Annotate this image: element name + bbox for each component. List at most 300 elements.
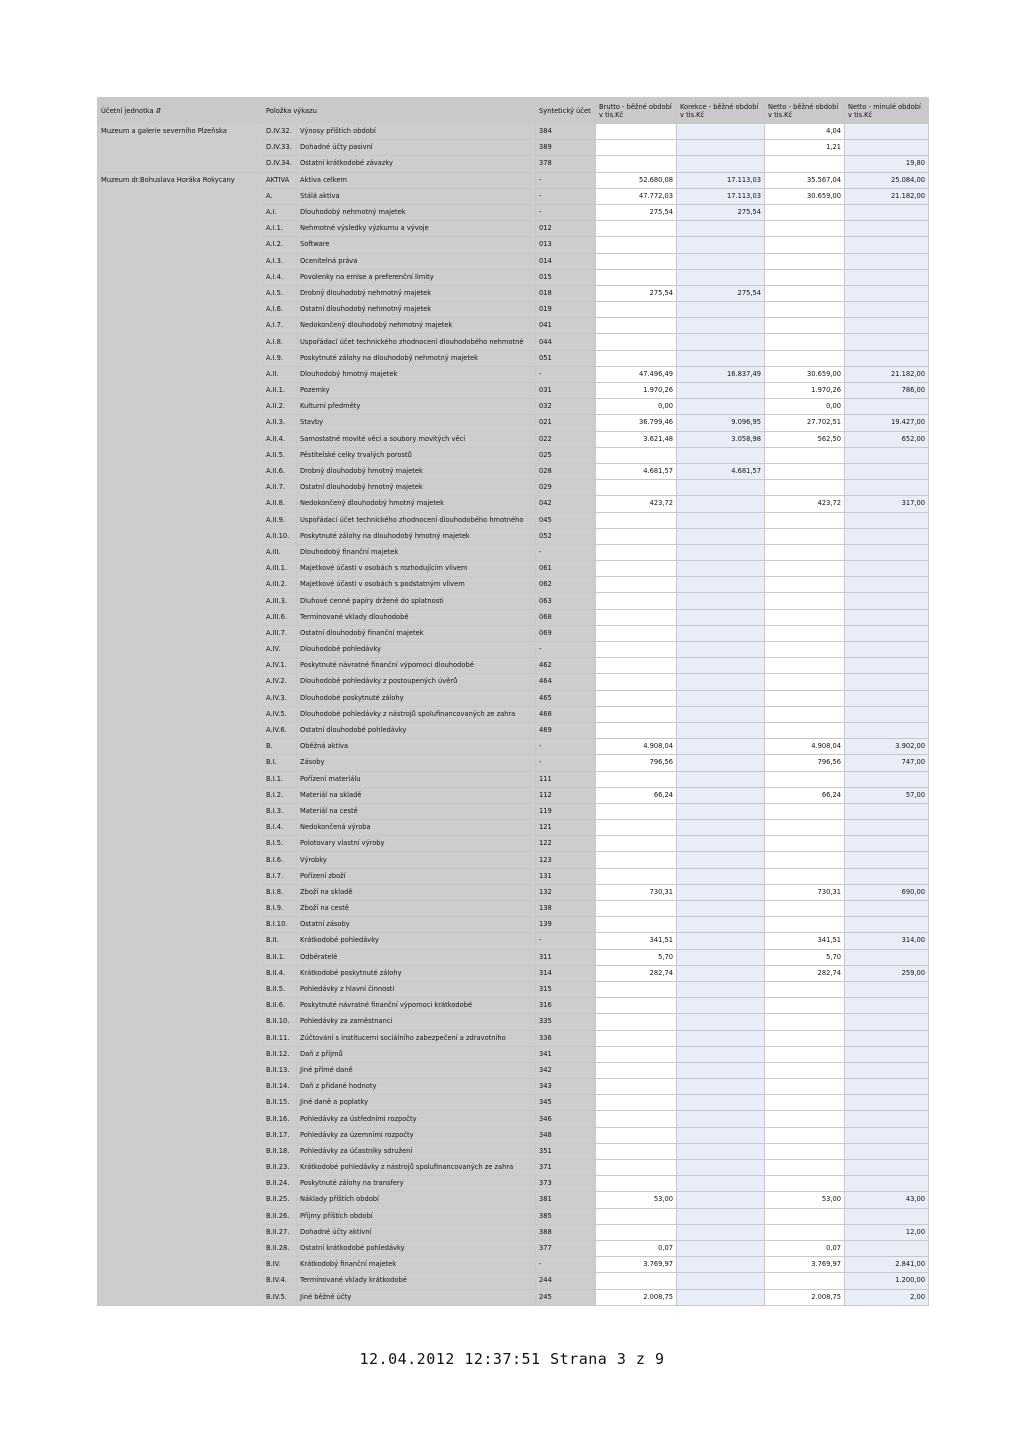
korekce-cell (677, 237, 765, 253)
brutto-cell (596, 318, 677, 334)
item-code-cell: B.II.17. (263, 1127, 297, 1143)
netto-prev-cell (845, 1176, 929, 1192)
netto-prev-cell (845, 1095, 929, 1111)
brutto-cell (596, 674, 677, 690)
item-name-cell: Majetkové účasti v osobách s podstatným vlivem (297, 577, 536, 593)
netto-cell (765, 625, 845, 641)
netto-cell (765, 981, 845, 997)
item-code-cell: A.III.2. (263, 577, 297, 593)
item-name-cell: Oběžná aktiva (297, 739, 536, 755)
item-name-cell: Pěstitelské celky trvalých porostů (297, 447, 536, 463)
item-code-cell: B.II.6. (263, 998, 297, 1014)
balance-sheet-table (97, 97, 929, 1306)
item-code-cell: A.II.7. (263, 480, 297, 496)
netto-prev-cell (845, 269, 929, 285)
item-code-cell: B.II. (263, 933, 297, 949)
netto-cell: 53,00 (765, 1192, 845, 1208)
netto-prev-cell (845, 253, 929, 269)
netto-cell (765, 1160, 845, 1176)
item-name-cell: Ostatní dlouhodobý finanční majetek (297, 625, 536, 641)
item-code-cell: B.II.18. (263, 1143, 297, 1159)
korekce-cell (677, 1240, 765, 1256)
netto-cell: 2.008,75 (765, 1289, 845, 1305)
netto-prev-cell (845, 1046, 929, 1062)
account-cell: 373 (536, 1176, 596, 1192)
brutto-cell: 0,07 (596, 1240, 677, 1256)
account-cell: 063 (536, 593, 596, 609)
netto-prev-cell: 21.182,00 (845, 188, 929, 204)
netto-cell (765, 706, 845, 722)
item-name-cell: Jiné přímé daně (297, 1062, 536, 1078)
account-cell: 121 (536, 820, 596, 836)
netto-cell: 796,56 (765, 755, 845, 771)
item-name-cell: Nedokončená výroba (297, 820, 536, 836)
brutto-cell (596, 803, 677, 819)
korekce-cell (677, 917, 765, 933)
account-cell: 345 (536, 1095, 596, 1111)
column-header-korekce: Korekce - běžné období v tis.Kč (677, 98, 765, 124)
netto-cell: 282,74 (765, 965, 845, 981)
sort-icon[interactable]: ⇵ (155, 106, 162, 115)
brutto-cell (596, 658, 677, 674)
item-code-cell: B.IV.4. (263, 1273, 297, 1289)
item-name-cell: Nedokončený dlouhodobý hmotný majetek (297, 496, 536, 512)
item-code-cell: B.II.5. (263, 981, 297, 997)
account-cell: 342 (536, 1062, 596, 1078)
item-code-cell: A.I.6. (263, 302, 297, 318)
brutto-cell (596, 1127, 677, 1143)
netto-prev-cell: 21.182,00 (845, 366, 929, 382)
korekce-cell (677, 221, 765, 237)
korekce-cell (677, 528, 765, 544)
netto-prev-cell (845, 221, 929, 237)
netto-cell (765, 998, 845, 1014)
item-code-cell: A.III.6. (263, 609, 297, 625)
netto-cell (765, 609, 845, 625)
account-cell: 138 (536, 901, 596, 917)
korekce-cell (677, 124, 765, 140)
item-code-cell: A.II.4. (263, 431, 297, 447)
brutto-cell (596, 544, 677, 560)
brutto-cell (596, 836, 677, 852)
account-cell: 015 (536, 269, 596, 285)
brutto-cell: 0,00 (596, 399, 677, 415)
item-code-cell: A.I. (263, 204, 297, 220)
account-cell: 069 (536, 625, 596, 641)
item-name-cell: Stavby (297, 415, 536, 431)
brutto-cell: 52.680,08 (596, 172, 677, 188)
item-name-cell: Daň z přidané hodnoty (297, 1079, 536, 1095)
netto-cell (765, 1224, 845, 1240)
korekce-cell (677, 1273, 765, 1289)
account-cell: 314 (536, 965, 596, 981)
item-code-cell: A.IV.2. (263, 674, 297, 690)
item-name-cell: Termínované vklady dlouhodobé (297, 609, 536, 625)
korekce-cell (677, 1176, 765, 1192)
brutto-cell (596, 1176, 677, 1192)
account-cell: 348 (536, 1127, 596, 1143)
netto-cell (765, 350, 845, 366)
korekce-cell (677, 1143, 765, 1159)
item-name-cell: Jiné daně a poplatky (297, 1095, 536, 1111)
item-name-cell: Nehmotné výsledky výzkumu a vývoje (297, 221, 536, 237)
brutto-cell (596, 577, 677, 593)
korekce-cell (677, 269, 765, 285)
account-cell: 389 (536, 140, 596, 156)
netto-cell (765, 463, 845, 479)
netto-prev-cell (845, 350, 929, 366)
item-name-cell: Dlouhodobý nehmotný majetek (297, 204, 536, 220)
korekce-cell (677, 593, 765, 609)
item-code-cell: A.I.8. (263, 334, 297, 350)
item-name-cell: Dlouhodobé pohledávky z nástrojů spolufinancovaných ze zahra (297, 706, 536, 722)
account-cell: 031 (536, 383, 596, 399)
item-name-cell: Poskytnuté návratné finanční výpomoci dlouhodobé (297, 658, 536, 674)
brutto-cell (596, 350, 677, 366)
korekce-cell (677, 156, 765, 172)
item-code-cell: B.II.25. (263, 1192, 297, 1208)
brutto-cell (596, 156, 677, 172)
header-row (98, 98, 929, 124)
brutto-cell: 4.681,57 (596, 463, 677, 479)
account-cell: 343 (536, 1079, 596, 1095)
korekce-cell: 9.096,95 (677, 415, 765, 431)
korekce-cell (677, 318, 765, 334)
account-cell: 336 (536, 1030, 596, 1046)
netto-cell (765, 901, 845, 917)
netto-prev-cell (845, 1160, 929, 1176)
korekce-cell (677, 1289, 765, 1305)
item-code-cell: B.II.16. (263, 1111, 297, 1127)
netto-cell: 4.908,04 (765, 739, 845, 755)
account-cell: 045 (536, 512, 596, 528)
brutto-cell: 53,00 (596, 1192, 677, 1208)
item-code-cell: B.II.11. (263, 1030, 297, 1046)
account-cell: 469 (536, 722, 596, 738)
korekce-cell: 275,54 (677, 285, 765, 301)
netto-cell: 341,51 (765, 933, 845, 949)
korekce-cell (677, 868, 765, 884)
item-code-cell: A.I.3. (263, 253, 297, 269)
account-cell: 377 (536, 1240, 596, 1256)
item-code-cell: B.II.15. (263, 1095, 297, 1111)
korekce-cell (677, 852, 765, 868)
netto-prev-cell (845, 852, 929, 868)
brutto-cell: 275,54 (596, 204, 677, 220)
item-name-cell: Výnosy příštích období (297, 124, 536, 140)
netto-prev-cell (845, 399, 929, 415)
account-cell: 315 (536, 981, 596, 997)
korekce-cell (677, 771, 765, 787)
brutto-cell: 47.496,49 (596, 366, 677, 382)
korekce-cell (677, 739, 765, 755)
account-cell: 032 (536, 399, 596, 415)
netto-prev-cell: 690,00 (845, 884, 929, 900)
brutto-cell (596, 1030, 677, 1046)
item-name-cell: Ostatní zásoby (297, 917, 536, 933)
item-code-cell: B.II.27. (263, 1224, 297, 1240)
korekce-cell (677, 933, 765, 949)
item-name-cell: Povolenky na emise a preferenční limity (297, 269, 536, 285)
netto-prev-cell (845, 771, 929, 787)
account-cell: - (536, 755, 596, 771)
account-cell: 384 (536, 124, 596, 140)
netto-prev-cell (845, 803, 929, 819)
account-cell: 468 (536, 706, 596, 722)
korekce-cell (677, 1030, 765, 1046)
korekce-cell (677, 561, 765, 577)
item-code-cell: A.I.2. (263, 237, 297, 253)
netto-prev-cell (845, 447, 929, 463)
item-code-cell: A.I.9. (263, 350, 297, 366)
item-code-cell: A. (263, 188, 297, 204)
item-name-cell: Výrobky (297, 852, 536, 868)
item-code-cell: AKTIVA (263, 172, 297, 188)
korekce-cell (677, 140, 765, 156)
item-code-cell: B.I. (263, 755, 297, 771)
item-code-cell: D.IV.33. (263, 140, 297, 156)
item-code-cell: B.II.24. (263, 1176, 297, 1192)
account-cell: 111 (536, 771, 596, 787)
brutto-cell: 3.621,48 (596, 431, 677, 447)
item-code-cell: B.II.12. (263, 1046, 297, 1062)
account-cell: - (536, 933, 596, 949)
korekce-cell (677, 383, 765, 399)
item-name-cell: Zboží na cestě (297, 901, 536, 917)
item-name-cell: Dohadné účty pasivní (297, 140, 536, 156)
brutto-cell (596, 1160, 677, 1176)
brutto-cell (596, 690, 677, 706)
korekce-cell (677, 577, 765, 593)
korekce-cell (677, 447, 765, 463)
brutto-cell (596, 1208, 677, 1224)
netto-prev-cell (845, 949, 929, 965)
brutto-cell: 341,51 (596, 933, 677, 949)
item-code-cell: A.II.1. (263, 383, 297, 399)
korekce-cell (677, 496, 765, 512)
netto-cell (765, 561, 845, 577)
account-cell: 351 (536, 1143, 596, 1159)
brutto-cell (596, 1224, 677, 1240)
netto-cell (765, 771, 845, 787)
unit-name-cell: Muzeum dr.Bohuslava Horáka Rokycany (98, 172, 263, 1305)
item-code-cell: B.I.7. (263, 868, 297, 884)
account-cell: 371 (536, 1160, 596, 1176)
item-name-cell: Pohledávky z hlavní činnosti (297, 981, 536, 997)
brutto-cell (596, 1273, 677, 1289)
korekce-cell (677, 1111, 765, 1127)
netto-prev-cell (845, 868, 929, 884)
netto-prev-cell (845, 1014, 929, 1030)
account-cell: - (536, 172, 596, 188)
brutto-cell (596, 706, 677, 722)
korekce-cell: 17.113,03 (677, 172, 765, 188)
account-cell: 346 (536, 1111, 596, 1127)
brutto-cell: 5,70 (596, 949, 677, 965)
netto-prev-cell (845, 204, 929, 220)
item-code-cell: A.IV.3. (263, 690, 297, 706)
item-name-cell: Zásoby (297, 755, 536, 771)
netto-prev-cell (845, 561, 929, 577)
account-cell: 112 (536, 787, 596, 803)
brutto-cell (596, 140, 677, 156)
item-name-cell: Krátkodobé pohledávky z nástrojů spolufinancovaných ze zahra (297, 1160, 536, 1176)
netto-cell: 30.659,00 (765, 188, 845, 204)
item-code-cell: B.II.1. (263, 949, 297, 965)
brutto-cell (596, 1143, 677, 1159)
item-name-cell: Dlouhodobé pohledávky (297, 642, 536, 658)
netto-prev-cell (845, 836, 929, 852)
item-name-cell: Pořízení materiálu (297, 771, 536, 787)
netto-cell (765, 1079, 845, 1095)
korekce-cell (677, 1160, 765, 1176)
korekce-cell (677, 690, 765, 706)
korekce-cell (677, 674, 765, 690)
netto-cell (765, 1127, 845, 1143)
brutto-cell (596, 561, 677, 577)
item-code-cell: A.II.6. (263, 463, 297, 479)
account-cell: 378 (536, 156, 596, 172)
netto-cell (765, 577, 845, 593)
netto-cell (765, 1014, 845, 1030)
item-name-cell: Drobný dlouhodobý nehmotný majetek (297, 285, 536, 301)
item-code-cell: A.III.7. (263, 625, 297, 641)
account-cell: - (536, 1257, 596, 1273)
column-header-netto: Netto - běžné období v tis.Kč (765, 98, 845, 124)
brutto-cell: 730,31 (596, 884, 677, 900)
brutto-cell: 796,56 (596, 755, 677, 771)
item-name-cell: Dlouhodobý finanční majetek (297, 544, 536, 560)
korekce-cell (677, 642, 765, 658)
item-name-cell: Uspořádací účet technického zhodnocení dlouhodobého nehmotné (297, 334, 536, 350)
netto-cell (765, 528, 845, 544)
item-code-cell: A.IV.6. (263, 722, 297, 738)
korekce-cell: 3.058,98 (677, 431, 765, 447)
brutto-cell (596, 334, 677, 350)
netto-prev-cell (845, 318, 929, 334)
account-cell: 139 (536, 917, 596, 933)
item-name-cell: Krátkodobý finanční majetek (297, 1257, 536, 1273)
korekce-cell: 16.837,49 (677, 366, 765, 382)
account-cell: 123 (536, 852, 596, 868)
column-header-unit[interactable] (98, 98, 263, 124)
item-name-cell: Pozemky (297, 383, 536, 399)
netto-cell (765, 512, 845, 528)
korekce-cell (677, 836, 765, 852)
brutto-cell (596, 609, 677, 625)
account-cell: 335 (536, 1014, 596, 1030)
item-name-cell: Polotovary vlastní výroby (297, 836, 536, 852)
item-code-cell: B.IV.5. (263, 1289, 297, 1305)
item-code-cell: B.I.5. (263, 836, 297, 852)
account-cell: 311 (536, 949, 596, 965)
netto-prev-cell: 2,00 (845, 1289, 929, 1305)
korekce-cell (677, 981, 765, 997)
netto-cell (765, 593, 845, 609)
netto-prev-cell (845, 674, 929, 690)
account-cell: - (536, 544, 596, 560)
item-code-cell: D.IV.32. (263, 124, 297, 140)
account-cell: 013 (536, 237, 596, 253)
netto-cell (765, 868, 845, 884)
netto-cell (765, 1273, 845, 1289)
item-code-cell: B.I.2. (263, 787, 297, 803)
item-code-cell: B.I.6. (263, 852, 297, 868)
netto-cell (765, 302, 845, 318)
item-name-cell: Aktiva celkem (297, 172, 536, 188)
korekce-cell (677, 399, 765, 415)
korekce-cell (677, 544, 765, 560)
korekce-cell (677, 901, 765, 917)
brutto-cell (596, 852, 677, 868)
korekce-cell (677, 253, 765, 269)
account-cell: - (536, 188, 596, 204)
netto-cell: 4,04 (765, 124, 845, 140)
column-header-netto-prev: Netto - minulé období v tis.Kč (845, 98, 929, 124)
korekce-cell (677, 1192, 765, 1208)
column-header-account: Syntetický účet (536, 98, 596, 124)
brutto-cell (596, 1014, 677, 1030)
item-code-cell: D.IV.34. (263, 156, 297, 172)
netto-prev-cell: 19,80 (845, 156, 929, 172)
account-cell: 068 (536, 609, 596, 625)
netto-prev-cell: 747,00 (845, 755, 929, 771)
account-cell: 041 (536, 318, 596, 334)
account-cell: 245 (536, 1289, 596, 1305)
korekce-cell (677, 1224, 765, 1240)
item-name-cell: Software (297, 237, 536, 253)
item-code-cell: A.III.1. (263, 561, 297, 577)
netto-cell (765, 1095, 845, 1111)
netto-cell (765, 722, 845, 738)
brutto-cell: 282,74 (596, 965, 677, 981)
account-cell: 044 (536, 334, 596, 350)
item-code-cell: B.II.23. (263, 1160, 297, 1176)
brutto-cell (596, 237, 677, 253)
item-code-cell: A.II.8. (263, 496, 297, 512)
korekce-cell: 17.113,03 (677, 188, 765, 204)
netto-prev-cell (845, 302, 929, 318)
column-header-unit-label: Účetní jednotka (101, 106, 154, 115)
korekce-cell (677, 1095, 765, 1111)
netto-prev-cell (845, 1111, 929, 1127)
account-cell: 131 (536, 868, 596, 884)
netto-cell (765, 836, 845, 852)
brutto-cell (596, 1079, 677, 1095)
item-name-cell: Kulturní předměty (297, 399, 536, 415)
account-cell: 028 (536, 463, 596, 479)
netto-prev-cell: 317,00 (845, 496, 929, 512)
brutto-cell (596, 302, 677, 318)
netto-prev-cell: 1.200,00 (845, 1273, 929, 1289)
brutto-cell (596, 998, 677, 1014)
korekce-cell (677, 965, 765, 981)
korekce-cell (677, 302, 765, 318)
brutto-cell (596, 528, 677, 544)
netto-prev-cell (845, 706, 929, 722)
korekce-cell (677, 803, 765, 819)
netto-prev-cell (845, 1240, 929, 1256)
item-code-cell: B.I.4. (263, 820, 297, 836)
brutto-cell (596, 771, 677, 787)
brutto-cell: 66,24 (596, 787, 677, 803)
korekce-cell (677, 1257, 765, 1273)
netto-cell (765, 658, 845, 674)
netto-prev-cell (845, 1143, 929, 1159)
korekce-cell (677, 480, 765, 496)
brutto-cell: 275,54 (596, 285, 677, 301)
netto-prev-cell (845, 998, 929, 1014)
